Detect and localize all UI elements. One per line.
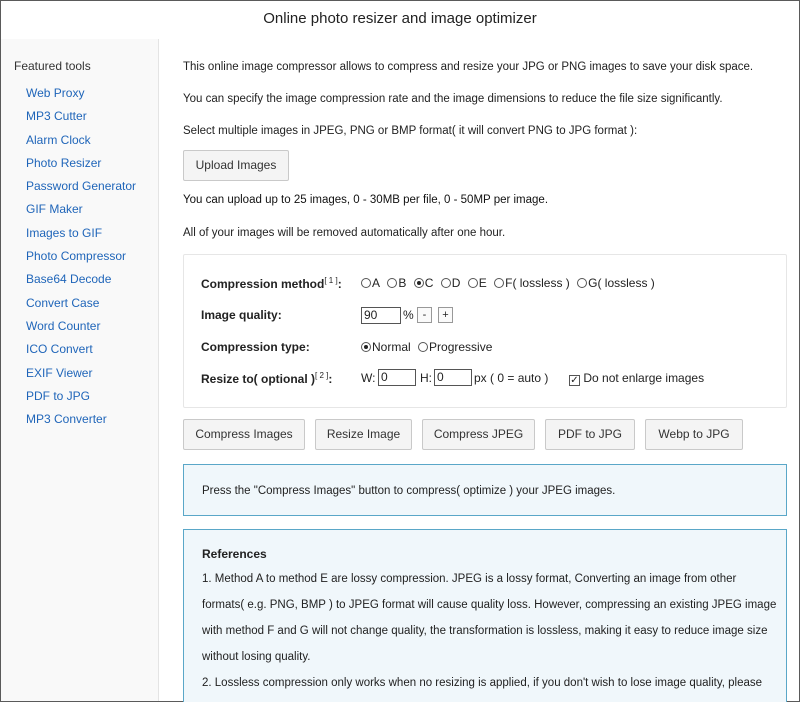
radio-icon	[441, 278, 451, 288]
sidebar-link[interactable]: Convert Case	[26, 295, 100, 310]
sidebar-item-web-proxy	[26, 85, 136, 108]
sidebar-link[interactable]: Word Counter	[26, 318, 101, 333]
image-quality-label: Image quality:	[201, 308, 282, 322]
checkbox-checked-icon: ✓	[570, 375, 579, 386]
type-option-label: Progressive	[429, 340, 493, 354]
no-enlarge-label: Do not enlarge images	[583, 371, 705, 385]
radio-icon	[418, 342, 428, 352]
auto-removal-text: All of your images will be removed automatically after one hour.	[183, 227, 506, 239]
quality-decrease-button[interactable]: -	[417, 307, 432, 323]
method-option-label: A	[372, 276, 381, 290]
sidebar-list	[26, 85, 136, 434]
references-title: References	[202, 547, 267, 561]
footnote-1: [ 1 ]	[324, 276, 338, 285]
method-option-f[interactable]	[494, 276, 570, 290]
references-box	[183, 529, 787, 702]
method-option-label: F( lossless )	[505, 276, 570, 290]
sidebar-link[interactable]: Web Proxy	[26, 86, 85, 100]
method-option-a[interactable]	[361, 276, 380, 290]
radio-icon	[361, 278, 371, 288]
radio-selected-icon	[361, 342, 371, 352]
upload-images-button[interactable]: Upload Images	[183, 150, 289, 181]
width-label: W:	[361, 371, 376, 385]
sidebar-link[interactable]: Photo Resizer	[26, 155, 102, 170]
options-panel	[183, 254, 787, 408]
quality-input[interactable]: 90	[361, 307, 401, 324]
sidebar-link[interactable]: Password Generator	[26, 179, 137, 194]
radio-icon	[468, 278, 478, 288]
height-label: H:	[420, 371, 432, 385]
sidebar-item-alarm-clock	[26, 132, 136, 155]
compression-method-text: Compression method	[201, 277, 325, 291]
compress-images-button[interactable]: Compress Images	[183, 419, 305, 450]
sidebar-link[interactable]: MP3 Cutter	[26, 109, 87, 124]
intro-text-1: This online image compressor allows to compress and resize your JPG or PNG images to save your disk space.	[183, 61, 754, 73]
method-option-label: B	[398, 276, 407, 290]
sidebar-item-mp3-converter	[26, 411, 136, 434]
quality-unit: %	[403, 308, 414, 322]
sidebar-link[interactable]: GIF Maker	[26, 202, 83, 217]
sidebar-item-ico-convert	[26, 341, 136, 364]
resize-label-text: Resize to( optional )	[201, 372, 315, 386]
resize-label: Resize to( optional )[ 2 ]:	[201, 371, 333, 386]
upload-limits-text: You can upload up to 25 images, 0 - 30MB per file, 0 - 50MP per image.	[183, 194, 549, 206]
sidebar-item-images-to-gif	[26, 225, 136, 248]
sidebar-item-mp3-cutter	[26, 108, 136, 131]
method-option-label: D	[451, 276, 461, 290]
page-title: Online photo resizer and image optimizer	[263, 10, 537, 27]
webp-to-jpg-button[interactable]: Webp to JPG	[645, 419, 743, 450]
intro-text-3: Select multiple images in JPEG, PNG or BMP format( it will convert PNG to JPG format ):	[183, 125, 638, 137]
sidebar-item-base64-decode	[26, 271, 136, 294]
compress-jpeg-button[interactable]: Compress JPEG	[422, 419, 535, 450]
reference-line: without losing quality.	[202, 651, 311, 663]
type-option-normal[interactable]	[361, 340, 411, 354]
compression-type-radios	[361, 340, 496, 354]
status-message: Press the "Compress Images" button to compress( optimize ) your JPEG images.	[202, 485, 616, 497]
method-option-e[interactable]	[468, 276, 487, 290]
resize-image-button[interactable]: Resize Image	[315, 419, 412, 450]
sidebar-link[interactable]: MP3 Converter	[26, 412, 107, 427]
method-option-g[interactable]	[577, 276, 655, 290]
method-option-d[interactable]	[441, 276, 461, 290]
type-option-label: Normal	[372, 340, 411, 354]
method-option-label: G( lossless )	[588, 276, 655, 290]
type-option-progressive[interactable]	[418, 340, 492, 354]
compression-method-label: Compression method[ 1 ]:	[201, 276, 342, 291]
sidebar-item-photo-compressor	[26, 248, 136, 271]
method-option-b[interactable]	[387, 276, 406, 290]
sidebar-item-password-generator	[26, 178, 136, 201]
resize-row	[201, 369, 781, 389]
method-option-label: C	[424, 276, 434, 290]
sidebar-link[interactable]: Photo Compressor	[26, 249, 127, 264]
intro-text-2: You can specify the image compression rate and the image dimensions to reduce the file size significantly.	[183, 93, 723, 105]
sidebar-item-photo-resizer	[26, 155, 136, 178]
sidebar-title: Featured tools	[14, 59, 91, 73]
quality-increase-button[interactable]: +	[438, 307, 453, 323]
status-message-box	[183, 464, 787, 516]
method-option-label: E	[478, 276, 487, 290]
sidebar-link[interactable]: EXIF Viewer	[26, 365, 93, 380]
compression-method-radios	[361, 276, 659, 290]
radio-icon	[577, 278, 587, 288]
method-option-c[interactable]	[414, 276, 434, 290]
sidebar-item-word-counter	[26, 318, 136, 341]
sidebar-link[interactable]: ICO Convert	[26, 342, 93, 357]
sidebar-item-convert-case	[26, 295, 136, 318]
image-quality-row	[201, 307, 781, 327]
page-header	[1, 1, 799, 39]
radio-selected-icon	[414, 278, 424, 288]
reference-line: with method F and G will not change quality, the transformation is lossless, making it easy to reduce image size	[202, 625, 768, 637]
sidebar-item-gif-maker	[26, 201, 136, 224]
sidebar-link[interactable]: Images to GIF	[26, 225, 103, 240]
sidebar-link[interactable]: Alarm Clock	[26, 132, 91, 147]
main-content	[160, 39, 799, 701]
pdf-to-jpg-button[interactable]: PDF to JPG	[545, 419, 635, 450]
sidebar-item-exif-viewer	[26, 365, 136, 388]
compression-type-label: Compression type:	[201, 340, 310, 354]
sidebar-item-pdf-to-jpg	[26, 388, 136, 411]
radio-icon	[494, 278, 504, 288]
reference-line: 1. Method A to method E are lossy compression. JPEG is a lossy format, Converting an image from other	[202, 573, 737, 585]
footnote-2: [ 2 ]	[315, 371, 329, 380]
sidebar	[1, 39, 159, 701]
reference-line: formats( e.g. PNG, BMP ) to JPEG format will cause quality loss. However, compressing an existing JPEG image	[202, 599, 777, 611]
auto-size-note: px ( 0 = auto )	[474, 371, 549, 385]
sidebar-link[interactable]: Base64 Decode	[26, 272, 112, 287]
width-input[interactable]: 0	[378, 369, 416, 386]
radio-icon	[387, 278, 397, 288]
reference-line: 2. Lossless compression only works when no resizing is applied, if you don't wish to lose image quality, please	[202, 677, 763, 689]
sidebar-link[interactable]: PDF to JPG	[26, 388, 91, 403]
no-enlarge-option[interactable]	[569, 371, 704, 386]
height-input[interactable]: 0	[434, 369, 472, 386]
